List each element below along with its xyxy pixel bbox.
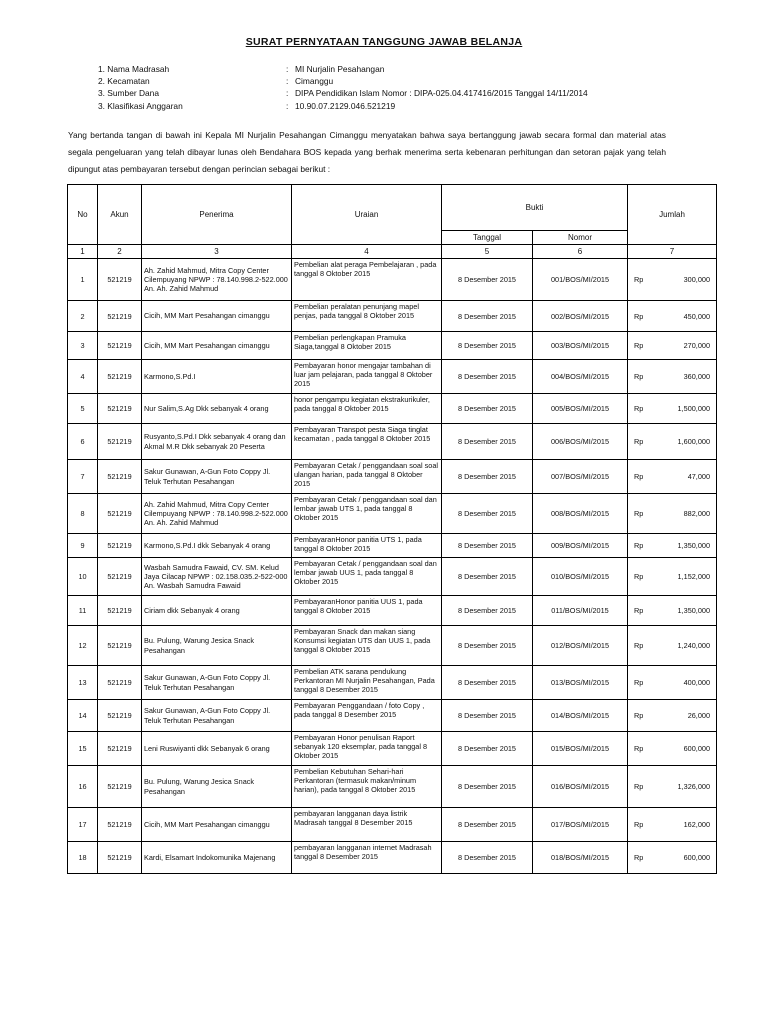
cell-nomor: 012/BOS/MI/2015 xyxy=(533,626,628,666)
cell-tanggal: 8 Desember 2015 xyxy=(442,666,533,700)
cell-uraian: honor pengampu kegiatan ekstrakurikuler, pada tanggal 8 Oktober 2015 xyxy=(292,394,442,424)
currency-label: Rp xyxy=(634,275,644,284)
cell-penerima: Leni Ruswiyanti dkk Sebanyak 6 orang xyxy=(142,732,292,766)
cell-no: 8 xyxy=(68,494,98,534)
cell-nomor: 006/BOS/MI/2015 xyxy=(533,424,628,460)
cell-nomor: 011/BOS/MI/2015 xyxy=(533,596,628,626)
header-no: No xyxy=(68,185,98,245)
info-separator: : xyxy=(286,100,289,111)
info-label: 1. Nama Madrasah xyxy=(98,64,170,74)
cell-no: 18 xyxy=(68,842,98,874)
cell-nomor: 017/BOS/MI/2015 xyxy=(533,808,628,842)
cell-akun: 521219 xyxy=(98,301,142,332)
amount-value: 162,000 xyxy=(683,820,711,829)
amount-wrap xyxy=(628,606,716,615)
amount-wrap xyxy=(628,572,716,581)
column-number: 1 xyxy=(68,245,98,259)
statement-paragraph: Yang bertanda tangan di bawah ini Kepala MI Nurjalin Pesahangan Cimanggu menyatakan bahwa saya bertanggung jawab secara formal dan material atas segala pengeluaran yang telah dibayar lunas oleh Bendahara BOS kepada yang berhak menerima serta kebenaran perhitungan dan setoran pajak yang telah dipungut atas pembayaran tersebut dengan perincian sebagai berikut : xyxy=(68,130,666,174)
table-row xyxy=(68,360,717,394)
cell-tanggal: 8 Desember 2015 xyxy=(442,732,533,766)
cell-nomor: 015/BOS/MI/2015 xyxy=(533,732,628,766)
cell-nomor: 001/BOS/MI/2015 xyxy=(533,259,628,301)
table-row xyxy=(68,534,717,558)
info-row xyxy=(98,100,698,112)
amount-value: 1,152,000 xyxy=(677,572,711,581)
cell-jumlah xyxy=(628,534,717,558)
table-body xyxy=(68,259,717,874)
table-row xyxy=(68,732,717,766)
currency-label: Rp xyxy=(634,820,644,829)
info-separator: : xyxy=(286,64,289,74)
cell-no: 15 xyxy=(68,732,98,766)
cell-penerima: Sakur Gunawan, A-Gun Foto Coppy Jl. Teluk Terhutan Pesahangan xyxy=(142,700,292,732)
cell-tanggal: 8 Desember 2015 xyxy=(442,259,533,301)
amount-wrap xyxy=(628,341,716,350)
cell-uraian: Pembayaran Honor penulisan Raport sebanyak 120 eksemplar, pada tanggal 8 Oktober 2015 xyxy=(292,732,442,766)
cell-no: 17 xyxy=(68,808,98,842)
info-separator: : xyxy=(286,76,289,87)
amount-value: 26,000 xyxy=(687,711,711,720)
cell-penerima: Cicih, MM Mart Pesahangan cimanggu xyxy=(142,808,292,842)
info-row xyxy=(98,75,698,87)
cell-penerima: Karmono,S.Pd.I dkk Sebanyak 4 orang xyxy=(142,534,292,558)
amount-value: 360,000 xyxy=(683,372,711,381)
column-number: 4 xyxy=(292,245,442,259)
cell-jumlah xyxy=(628,700,717,732)
cell-tanggal: 8 Desember 2015 xyxy=(442,626,533,666)
info-row xyxy=(98,63,698,75)
cell-nomor: 007/BOS/MI/2015 xyxy=(533,460,628,494)
table-row xyxy=(68,666,717,700)
currency-label: Rp xyxy=(634,437,644,446)
cell-no: 11 xyxy=(68,596,98,626)
cell-jumlah xyxy=(628,766,717,808)
cell-uraian: Pembelian peralatan penunjang mapel penjas, pada tanggal 8 Oktober 2015 xyxy=(292,301,442,332)
cell-jumlah xyxy=(628,494,717,534)
cell-nomor: 004/BOS/MI/2015 xyxy=(533,360,628,394)
currency-label: Rp xyxy=(634,853,644,862)
currency-label: Rp xyxy=(634,311,644,321)
amount-wrap xyxy=(628,509,716,518)
currency-label: Rp xyxy=(634,678,644,687)
cell-no: 2 xyxy=(68,301,98,332)
currency-label: Rp xyxy=(634,606,644,615)
amount-wrap xyxy=(628,312,716,321)
table-row xyxy=(68,626,717,666)
currency-label: Rp xyxy=(634,572,644,581)
cell-uraian: Pembayaran Transpot pesta Siaga tinglat kecamatan , pada tanggal 8 Oktober 2015 xyxy=(292,424,442,460)
cell-uraian: Pembayaran Cetak / penggandaan soal soal ulangan harian, pada tanggal 8 Oktober 2015 xyxy=(292,460,442,494)
amount-value: 1,326,000 xyxy=(677,782,711,791)
amount-wrap xyxy=(628,678,716,687)
cell-jumlah xyxy=(628,732,717,766)
cell-nomor: 013/BOS/MI/2015 xyxy=(533,666,628,700)
cell-penerima: Cicih, MM Mart Pesahangan cimanggu xyxy=(142,301,292,332)
cell-uraian: Pembayaran honor mengajar tambahan di luar jam pelajaran, pada tanggal 8 Oktober 2015 xyxy=(292,360,442,394)
cell-nomor: 014/BOS/MI/2015 xyxy=(533,700,628,732)
cell-akun: 521219 xyxy=(98,666,142,700)
amount-wrap xyxy=(628,541,716,550)
info-value: Cimanggu xyxy=(295,76,334,87)
cell-penerima: Karmono,S.Pd.I xyxy=(142,360,292,394)
cell-tanggal: 8 Desember 2015 xyxy=(442,360,533,394)
cell-akun: 521219 xyxy=(98,332,142,360)
cell-akun: 521219 xyxy=(98,596,142,626)
cell-no: 5 xyxy=(68,394,98,424)
table-row xyxy=(68,424,717,460)
header-bukti: Bukti xyxy=(442,185,628,231)
header-jumlah: Jumlah xyxy=(628,185,717,245)
cell-penerima: Wasbah Samudra Fawaid, CV. SM. Kelud Jaya Cilacap NPWP : 02.158.035.2-522-000 An. Wasbah Samudra Fawaid xyxy=(142,558,292,596)
cell-no: 6 xyxy=(68,424,98,460)
cell-nomor: 003/BOS/MI/2015 xyxy=(533,332,628,360)
cell-no: 3 xyxy=(68,332,98,360)
cell-nomor: 002/BOS/MI/2015 xyxy=(533,301,628,332)
table-row xyxy=(68,332,717,360)
cell-uraian: Pembayaran Snack dan makan siang Konsumsi kegiatan UTS dan UUS 1, pada tanggal 8 Oktober 2015 xyxy=(292,626,442,666)
cell-nomor: 008/BOS/MI/2015 xyxy=(533,494,628,534)
cell-akun: 521219 xyxy=(98,808,142,842)
cell-no: 1 xyxy=(68,259,98,301)
cell-uraian: PembayaranHonor panitia UTS 1, pada tanggal 8 Oktober 2015 xyxy=(292,534,442,558)
currency-label: Rp xyxy=(634,404,644,413)
column-number: 6 xyxy=(533,245,628,259)
table-row xyxy=(68,808,717,842)
cell-akun: 521219 xyxy=(98,766,142,808)
cell-penerima: Sakur Gunawan, A-Gun Foto Coppy Jl. Teluk Terhutan Pesahangan xyxy=(142,666,292,700)
column-number: 3 xyxy=(142,245,292,259)
header-akun: Akun xyxy=(98,185,142,245)
table-row xyxy=(68,301,717,332)
currency-label: Rp xyxy=(634,341,644,350)
cell-akun: 521219 xyxy=(98,259,142,301)
cell-jumlah xyxy=(628,301,717,332)
table-row xyxy=(68,259,717,301)
cell-penerima: Rusyanto,S.Pd.I Dkk sebanyak 4 orang dan Akmal M.R Dkk sebanyak 20 Peserta xyxy=(142,424,292,460)
cell-akun: 521219 xyxy=(98,460,142,494)
amount-wrap xyxy=(628,404,716,413)
cell-uraian: Pembelian alat peraga Pembelajaran , pada tanggal 8 Oktober 2015 xyxy=(292,259,442,301)
cell-uraian: Pembelian Kebutuhan Sehari-hari Perkantoran (termasuk makan/minum harian), pada tanggal 8 Oktober 2015 xyxy=(292,766,442,808)
cell-no: 4 xyxy=(68,360,98,394)
column-number: 2 xyxy=(98,245,142,259)
cell-no: 10 xyxy=(68,558,98,596)
cell-akun: 521219 xyxy=(98,626,142,666)
info-block xyxy=(98,63,698,112)
info-label: 2. Kecamatan xyxy=(98,76,150,87)
cell-penerima: Kardi, Elsamart Indokomunika Majenang xyxy=(142,842,292,874)
cell-akun: 521219 xyxy=(98,732,142,766)
cell-penerima: Ah. Zahid Mahmud, Mitra Copy Center Cilempuyang NPWP : 78.140.998.2-522.000 An. Ah. Zahid Mahmud xyxy=(142,494,292,534)
cell-penerima: Cicih, MM Mart Pesahangan cimanggu xyxy=(142,332,292,360)
cell-akun: 521219 xyxy=(98,534,142,558)
cell-tanggal: 8 Desember 2015 xyxy=(442,424,533,460)
cell-uraian: Pembelian ATK sarana pendukung Perkantoran MI Nurjalin Pesahangan, Pada tanggal 8 Desember 2015 xyxy=(292,666,442,700)
amount-wrap xyxy=(628,744,716,753)
header-penerima: Penerima xyxy=(142,185,292,245)
cell-jumlah xyxy=(628,808,717,842)
cell-jumlah xyxy=(628,394,717,424)
cell-akun: 521219 xyxy=(98,700,142,732)
cell-akun: 521219 xyxy=(98,424,142,460)
cell-nomor: 009/BOS/MI/2015 xyxy=(533,534,628,558)
table-row xyxy=(68,460,717,494)
info-value: 10.90.07.2129.046.521219 xyxy=(295,100,396,111)
cell-akun: 521219 xyxy=(98,558,142,596)
amount-value: 882,000 xyxy=(683,509,711,518)
cell-penerima: Sakur Gunawan, A-Gun Foto Coppy Jl. Teluk Terhutan Pesahangan xyxy=(142,460,292,494)
cell-nomor: 005/BOS/MI/2015 xyxy=(533,394,628,424)
table-row xyxy=(68,842,717,874)
currency-label: Rp xyxy=(634,711,644,720)
cell-uraian: Pembayaran Cetak / penggandaan soal dan lembar jawab UTS 1, pada tanggal 8 Oktober 2015 xyxy=(292,494,442,534)
header-nomor: Nomor xyxy=(533,231,628,245)
cell-jumlah xyxy=(628,626,717,666)
cell-no: 16 xyxy=(68,766,98,808)
cell-jumlah xyxy=(628,666,717,700)
expense-table xyxy=(67,184,717,874)
cell-jumlah xyxy=(628,360,717,394)
info-separator: : xyxy=(286,88,289,99)
amount-wrap xyxy=(628,641,716,650)
cell-akun: 521219 xyxy=(98,394,142,424)
cell-penerima: Bu. Pulung, Warung Jesica Snack Pesahangan xyxy=(142,626,292,666)
cell-no: 7 xyxy=(68,460,98,494)
info-label: 3. Sumber Dana xyxy=(98,88,159,99)
cell-tanggal: 8 Desember 2015 xyxy=(442,700,533,732)
cell-akun: 521219 xyxy=(98,360,142,394)
cell-tanggal: 8 Desember 2015 xyxy=(442,460,533,494)
cell-nomor: 018/BOS/MI/2015 xyxy=(533,842,628,874)
amount-value: 1,240,000 xyxy=(677,641,711,650)
amount-value: 400,000 xyxy=(683,678,711,687)
cell-tanggal: 8 Desember 2015 xyxy=(442,394,533,424)
cell-jumlah xyxy=(628,424,717,460)
amount-value: 1,500,000 xyxy=(677,404,711,413)
table-row xyxy=(68,596,717,626)
amount-value: 1,350,000 xyxy=(677,541,711,550)
cell-no: 13 xyxy=(68,666,98,700)
cell-tanggal: 8 Desember 2015 xyxy=(442,301,533,332)
header-tanggal: Tanggal xyxy=(442,231,533,245)
cell-nomor: 010/BOS/MI/2015 xyxy=(533,558,628,596)
cell-jumlah xyxy=(628,596,717,626)
cell-jumlah xyxy=(628,460,717,494)
amount-wrap xyxy=(628,275,716,284)
cell-uraian: PembayaranHonor panitia UUS 1, pada tanggal 8 Oktober 2015 xyxy=(292,596,442,626)
amount-wrap xyxy=(628,820,716,829)
amount-wrap xyxy=(628,782,716,791)
amount-value: 600,000 xyxy=(683,744,711,753)
table-row xyxy=(68,558,717,596)
cell-tanggal: 8 Desember 2015 xyxy=(442,494,533,534)
amount-wrap xyxy=(628,472,716,481)
amount-value: 1,350,000 xyxy=(677,606,711,615)
cell-tanggal: 8 Desember 2015 xyxy=(442,596,533,626)
info-value: MI Nurjalin Pesahangan xyxy=(295,64,385,74)
cell-penerima: Bu. Pulung, Warung Jesica Snack Pesahangan xyxy=(142,766,292,808)
cell-penerima: Ah. Zahid Mahmud, Mitra Copy Center Cilempuyang NPWP : 78.140.998.2-522.000 An. Ah. Zahid Mahmud xyxy=(142,259,292,301)
info-row xyxy=(98,87,698,99)
currency-label: Rp xyxy=(634,744,644,753)
cell-uraian: Pembayaran Penggandaan / foto Copy , pada tanggal 8 Desember 2015 xyxy=(292,700,442,732)
cell-jumlah xyxy=(628,332,717,360)
cell-akun: 521219 xyxy=(98,842,142,874)
amount-wrap xyxy=(628,711,716,720)
cell-penerima: Ciriam dkk Sebanyak 4 orang xyxy=(142,596,292,626)
cell-jumlah xyxy=(628,259,717,301)
table-row xyxy=(68,394,717,424)
amount-value: 47,000 xyxy=(687,472,711,481)
cell-uraian: pembayaran langganan daya listrik Madrasah tanggal 8 Desember 2015 xyxy=(292,808,442,842)
cell-tanggal: 8 Desember 2015 xyxy=(442,766,533,808)
cell-tanggal: 8 Desember 2015 xyxy=(442,558,533,596)
info-value: DIPA Pendidikan Islam Nomor : DIPA-025.04.417416/2015 Tanggal 14/11/2014 xyxy=(295,88,588,99)
amount-wrap xyxy=(628,437,716,446)
currency-label: Rp xyxy=(634,541,644,550)
info-label: 3. Klasifikasi Anggaran xyxy=(98,100,183,111)
amount-wrap xyxy=(628,853,716,862)
cell-no: 9 xyxy=(68,534,98,558)
cell-penerima: Nur Salim,S.Ag Dkk sebanyak 4 orang xyxy=(142,394,292,424)
cell-tanggal: 8 Desember 2015 xyxy=(442,534,533,558)
header-uraian: Uraian xyxy=(292,185,442,245)
amount-value: 1,600,000 xyxy=(677,437,711,446)
cell-no: 12 xyxy=(68,626,98,666)
amount-value: 270,000 xyxy=(683,341,711,350)
currency-label: Rp xyxy=(634,372,644,381)
amount-wrap xyxy=(628,372,716,381)
cell-uraian: Pembayaran Cetak / penggandaan soal dan lembar jawab UUS 1, pada tanggal 8 Oktober 2015 xyxy=(292,558,442,596)
currency-label: Rp xyxy=(634,782,644,791)
amount-value: 450,000 xyxy=(683,311,711,321)
amount-value: 300,000 xyxy=(683,275,711,284)
table-row xyxy=(68,700,717,732)
cell-akun: 521219 xyxy=(98,494,142,534)
amount-value: 600,000 xyxy=(683,853,711,862)
cell-uraian: Pembelian perlengkapan Pramuka Siaga,tanggal 8 Oktober 2015 xyxy=(292,332,442,360)
document-title: SURAT PERNYATAAN TANGGUNG JAWAB BELANJA xyxy=(245,36,523,48)
currency-label: Rp xyxy=(634,472,644,481)
cell-uraian: pembayaran langganan internet Madrasah tanggal 8 Desember 2015 xyxy=(292,842,442,874)
cell-no: 14 xyxy=(68,700,98,732)
cell-nomor: 016/BOS/MI/2015 xyxy=(533,766,628,808)
cell-tanggal: 8 Desember 2015 xyxy=(442,332,533,360)
column-number: 7 xyxy=(628,245,717,259)
cell-tanggal: 8 Desember 2015 xyxy=(442,808,533,842)
currency-label: Rp xyxy=(634,641,644,650)
table-row xyxy=(68,766,717,808)
cell-tanggal: 8 Desember 2015 xyxy=(442,842,533,874)
currency-label: Rp xyxy=(634,509,644,518)
table-row xyxy=(68,494,717,534)
column-number: 5 xyxy=(442,245,533,259)
cell-jumlah xyxy=(628,842,717,874)
cell-jumlah xyxy=(628,558,717,596)
